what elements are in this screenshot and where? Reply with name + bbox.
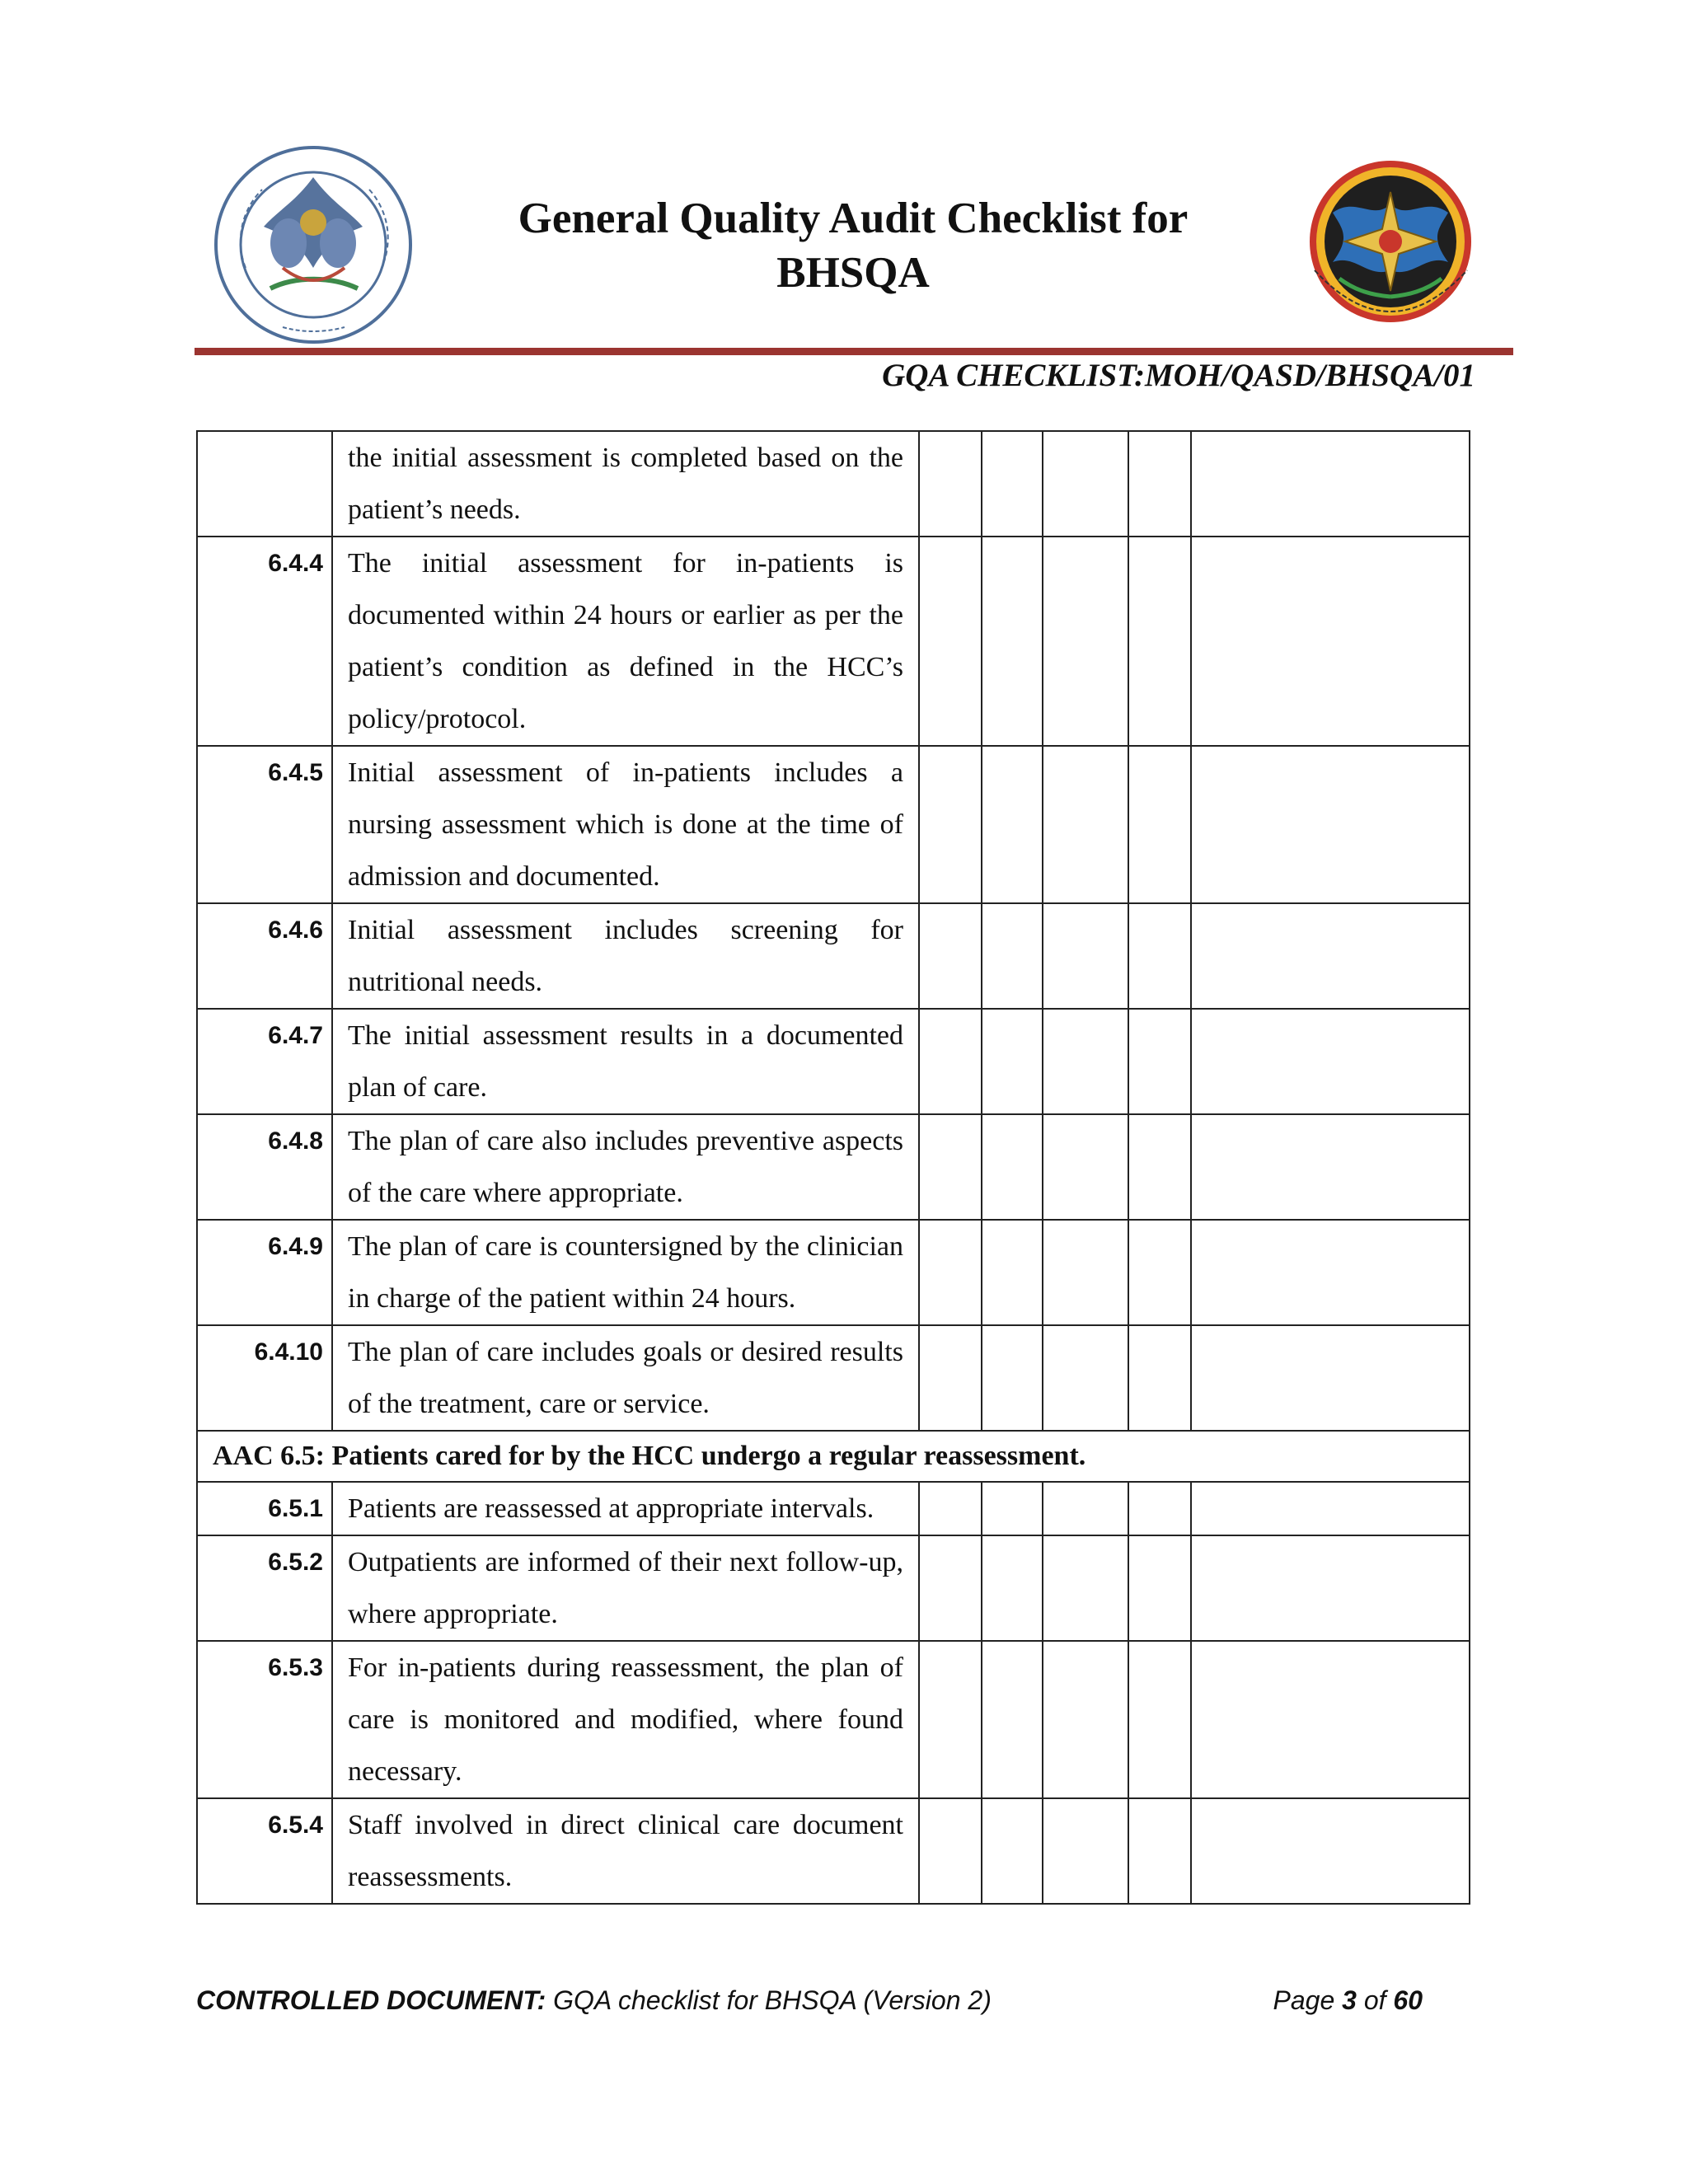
remarks-cell[interactable] — [1191, 1641, 1470, 1798]
item-description: The initial assessment for in-patients is documented within 24 hours or earlier as per the patient’s condition as defined in the HCC’s policy/protocol. — [332, 537, 919, 746]
check-cell[interactable] — [1128, 1482, 1191, 1535]
check-cell[interactable] — [1043, 1009, 1128, 1114]
controlled-document-label: CONTROLLED DOCUMENT: — [196, 1985, 546, 2015]
remarks-cell[interactable] — [1191, 431, 1470, 537]
page-number — [1273, 1982, 1423, 2018]
check-cell[interactable] — [1043, 1325, 1128, 1431]
item-number: 6.4.4 — [197, 537, 332, 746]
check-cell[interactable] — [919, 1325, 982, 1431]
item-number: 6.4.8 — [197, 1114, 332, 1220]
title-line-1: General Quality Audit Checklist for — [518, 194, 1189, 242]
item-description: Initial assessment of in-patients includes a nursing assessment which is done at the time of admission and documented. — [332, 746, 919, 903]
check-cell[interactable] — [982, 1641, 1043, 1798]
remarks-cell[interactable] — [1191, 537, 1470, 746]
check-cell[interactable] — [919, 1009, 982, 1114]
page-total: 60 — [1393, 1985, 1423, 2015]
item-number: 6.5.2 — [197, 1535, 332, 1641]
remarks-cell[interactable] — [1191, 1220, 1470, 1325]
title-line-2: BHSQA — [776, 249, 930, 297]
remarks-cell[interactable] — [1191, 1482, 1470, 1535]
check-cell[interactable] — [1128, 537, 1191, 746]
check-cell[interactable] — [1128, 1325, 1191, 1431]
check-cell[interactable] — [982, 746, 1043, 903]
footer-document-label — [196, 1982, 992, 2018]
check-cell[interactable] — [1128, 1114, 1191, 1220]
table-row — [197, 1482, 1470, 1535]
table-row — [197, 537, 1470, 746]
check-cell[interactable] — [1128, 431, 1191, 537]
royal-emblem-icon — [1290, 147, 1492, 349]
item-description: Staff involved in direct clinical care document reassessments. — [332, 1798, 919, 1904]
check-cell[interactable] — [982, 1325, 1043, 1431]
item-number: 6.4.6 — [197, 903, 332, 1009]
item-number: 6.5.3 — [197, 1641, 332, 1798]
item-number: 6.4.7 — [197, 1009, 332, 1114]
page-prefix: Page — [1273, 1985, 1343, 2015]
page-current: 3 — [1342, 1985, 1357, 2015]
check-cell[interactable] — [1128, 746, 1191, 903]
check-cell[interactable] — [1043, 1220, 1128, 1325]
item-number: 6.4.9 — [197, 1220, 332, 1325]
check-cell[interactable] — [1128, 1535, 1191, 1641]
ministry-emblem-icon — [213, 144, 415, 346]
item-description: The plan of care is countersigned by the clinician in charge of the patient within 24 hours. — [332, 1220, 919, 1325]
table-row — [197, 1114, 1470, 1220]
check-cell[interactable] — [919, 1798, 982, 1904]
check-cell[interactable] — [1043, 537, 1128, 746]
check-cell[interactable] — [1043, 1482, 1128, 1535]
check-cell[interactable] — [919, 537, 982, 746]
item-number: 6.5.4 — [197, 1798, 332, 1904]
check-cell[interactable] — [1128, 1641, 1191, 1798]
check-cell[interactable] — [919, 431, 982, 537]
check-cell[interactable] — [1128, 1009, 1191, 1114]
section-header-row — [197, 1431, 1470, 1482]
item-number: 6.4.5 — [197, 746, 332, 903]
item-description: Patients are reassessed at appropriate intervals. — [332, 1482, 919, 1535]
item-description: The plan of care also includes preventive aspects of the care where appropriate. — [332, 1114, 919, 1220]
table-row — [197, 1220, 1470, 1325]
item-description: Initial assessment includes screening for nutritional needs. — [332, 903, 919, 1009]
remarks-cell[interactable] — [1191, 1009, 1470, 1114]
check-cell[interactable] — [982, 537, 1043, 746]
table-row — [197, 746, 1470, 903]
table-row — [197, 1798, 1470, 1904]
check-cell[interactable] — [982, 1535, 1043, 1641]
check-cell[interactable] — [919, 903, 982, 1009]
check-cell[interactable] — [982, 1798, 1043, 1904]
item-description: Outpatients are informed of their next follow-up, where appropriate. — [332, 1535, 919, 1641]
remarks-cell[interactable] — [1191, 1114, 1470, 1220]
document-title — [437, 191, 1269, 300]
check-cell[interactable] — [1043, 1798, 1128, 1904]
item-description: The plan of care includes goals or desired results of the treatment, care or service. — [332, 1325, 919, 1431]
section-header: AAC 6.5: Patients cared for by the HCC undergo a regular reassessment. — [197, 1431, 1470, 1482]
table-row — [197, 1641, 1470, 1798]
remarks-cell[interactable] — [1191, 746, 1470, 903]
table-row — [197, 1325, 1470, 1431]
check-cell[interactable] — [1128, 1220, 1191, 1325]
check-cell[interactable] — [1043, 1641, 1128, 1798]
table-row — [197, 431, 1470, 537]
check-cell[interactable] — [1043, 1114, 1128, 1220]
document-code: GQA CHECKLIST:MOH/QASD/BHSQA/01 — [882, 358, 1475, 393]
check-cell[interactable] — [919, 1482, 982, 1535]
remarks-cell[interactable] — [1191, 1325, 1470, 1431]
check-cell[interactable] — [919, 1114, 982, 1220]
remarks-cell[interactable] — [1191, 1798, 1470, 1904]
check-cell[interactable] — [982, 1482, 1043, 1535]
check-cell[interactable] — [982, 1114, 1043, 1220]
check-cell[interactable] — [919, 1535, 982, 1641]
check-cell[interactable] — [919, 746, 982, 903]
check-cell[interactable] — [982, 431, 1043, 537]
item-description: The initial assessment results in a documented plan of care. — [332, 1009, 919, 1114]
table-row — [197, 1009, 1470, 1114]
item-description: the initial assessment is completed based on the patient’s needs. — [332, 431, 919, 537]
page-of: of — [1356, 1985, 1394, 2015]
check-cell[interactable] — [982, 1009, 1043, 1114]
check-cell[interactable] — [1043, 1535, 1128, 1641]
item-description: For in-patients during reassessment, the plan of care is monitored and modified, where found necessary. — [332, 1641, 919, 1798]
check-cell[interactable] — [1128, 1798, 1191, 1904]
remarks-cell[interactable] — [1191, 903, 1470, 1009]
check-cell[interactable] — [1043, 903, 1128, 1009]
item-number: 6.4.10 — [197, 1325, 332, 1431]
check-cell[interactable] — [1043, 746, 1128, 903]
check-cell[interactable] — [919, 1641, 982, 1798]
check-cell[interactable] — [1128, 903, 1191, 1009]
check-cell[interactable] — [919, 1220, 982, 1325]
check-cell[interactable] — [982, 1220, 1043, 1325]
table-row — [197, 903, 1470, 1009]
check-cell[interactable] — [982, 903, 1043, 1009]
check-cell[interactable] — [1043, 431, 1128, 537]
checklist-table — [196, 430, 1470, 1905]
table-row — [197, 1535, 1470, 1641]
footer-doc-name: GQA checklist for BHSQA (Version 2) — [546, 1985, 992, 2015]
item-number: 6.5.1 — [197, 1482, 332, 1535]
remarks-cell[interactable] — [1191, 1535, 1470, 1641]
item-number — [197, 431, 332, 537]
